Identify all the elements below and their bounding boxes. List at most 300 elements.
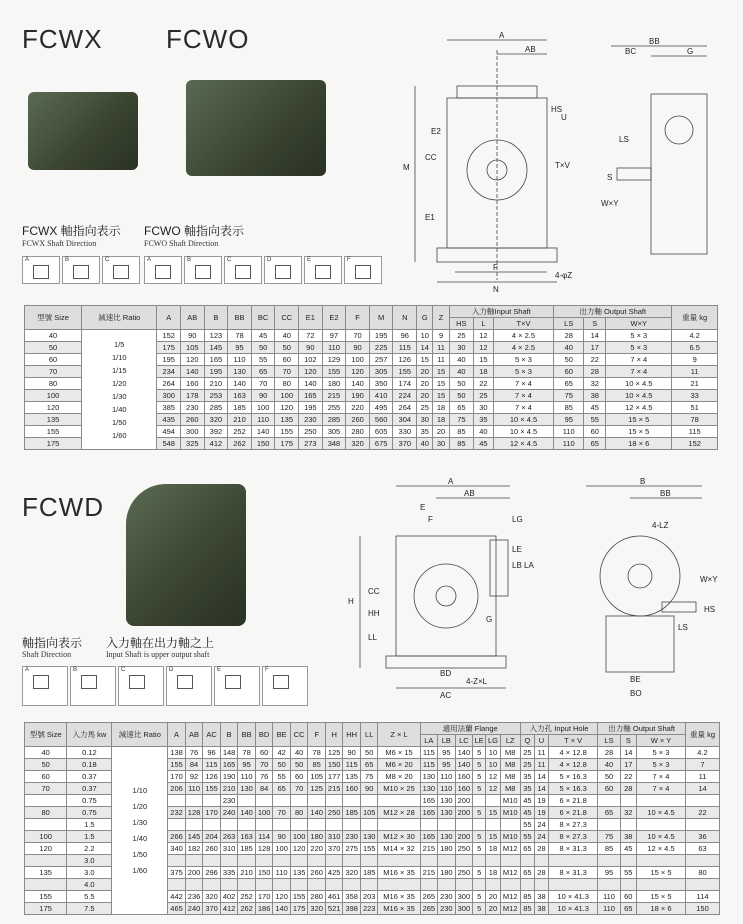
table-cell: 442 [168,891,186,903]
table-cell: 40 [449,366,473,378]
table-cell: 190 [346,390,370,402]
table-cell: 165 [204,354,228,366]
ratio-value: 1/15 [111,365,127,375]
table-cell: 263 [220,831,238,843]
table-cell: 4.2 [686,747,720,759]
table-cell: 55 [584,414,606,426]
table-cell: 20 [433,426,449,438]
table-cell: M12 [500,891,520,903]
table-cell: 80 [275,378,299,390]
table-cell: 152 [672,438,718,450]
ratio-value: 1/50 [132,849,148,859]
table-cell: 10 × 4.5 [606,378,672,390]
table-cell: 165 [220,759,238,771]
table-cell: 12 [474,330,494,342]
table-cell: 5 × 3 [493,354,553,366]
table-cell: 10 × 4.5 [636,831,685,843]
table-cell: 152 [157,330,181,342]
col-header: 減速比 Ratio [82,306,157,330]
table-cell: 5 × 3 [606,342,672,354]
table-cell: 45 [584,402,606,414]
drawing-label: AB [525,45,536,54]
direction-icon: B [70,666,116,706]
drawing-label: E1 [425,213,435,222]
table-cell: 100 [255,807,273,819]
table-cell: 100 [251,402,275,414]
ratio-value: 1/5 [114,339,125,349]
table-cell: 15 × 5 [636,891,685,903]
table-cell: 10 × 41.3 [549,891,598,903]
table-cell: 84 [185,759,203,771]
table-cell: 300 [455,903,473,915]
table-cell: 1.5 [67,819,112,831]
table-cell: 180 [308,831,326,843]
col-header: B [220,723,238,747]
col-header: 入力馬 kw [67,723,112,747]
table-cell: 260 [308,867,326,879]
table-cell: 20 [486,891,500,903]
table-cell [598,855,620,867]
table-cell: 170 [203,807,221,819]
table-cell [420,819,438,831]
table-cell: 32 [620,807,636,819]
table-cell: 140 [181,366,205,378]
table-cell: 50 [290,759,308,771]
table-cell: 170 [168,771,186,783]
table-cell [185,819,203,831]
table-cell: 45 [620,843,636,855]
col-header: BC [251,306,275,330]
table-cell: 65 [598,807,620,819]
table-cell: M6 × 15 [378,747,420,759]
table-cell: 155 [203,783,221,795]
table-cell: 50 [360,747,378,759]
table-cell: 195 [204,366,228,378]
table-cell [325,879,343,891]
direction-icon: C [102,256,140,284]
table-cell: 296 [203,867,221,879]
table-cell: 12 [474,342,494,354]
table-cell: 80 [25,378,82,390]
table-cell: 85 [598,843,620,855]
table-row [25,330,718,342]
col-header-weight: 重量 kg [672,306,718,330]
table-cell: 5 [473,783,486,795]
table-cell: 12 × 4.5 [636,843,685,855]
table-cell: 548 [157,438,181,450]
direction-icon: A [22,256,60,284]
drawing-label: W×Y [700,575,718,584]
table-cell: 425 [325,867,343,879]
table-cell: 14 [620,747,636,759]
table-cell: 350 [369,378,393,390]
model-title-fcwd: FCWD [22,492,104,522]
table-cell: 230 [220,795,238,807]
table-cell: 90 [343,747,361,759]
table-cell: 80 [290,807,308,819]
table-cell [238,819,256,831]
table-cell: 175 [25,438,82,450]
col-header: HH [343,723,361,747]
table-cell: 19 [534,795,548,807]
table-cell: 210 [238,867,256,879]
table-cell: 495 [369,402,393,414]
table-cell: 10 [417,330,433,342]
drawing-label: BD [440,669,452,678]
table-cell [238,855,256,867]
ratio-value: 1/40 [111,404,127,414]
table-cell: 232 [168,807,186,819]
table-cell: 115 [420,747,438,759]
table-cell: 163 [238,831,256,843]
table-cell [500,879,520,891]
table-cell: 340 [168,843,186,855]
table-cell: 252 [238,891,256,903]
group-header-input-hole: 入力孔 Input Hole [520,723,597,735]
col-header: AB [181,306,205,330]
table-cell [549,855,598,867]
group-header-output-shaft: 出力軸 Output Shaft [598,723,686,735]
table-cell: 90 [346,342,370,354]
table-cell [25,819,67,831]
table-cell [343,855,361,867]
table-cell [273,879,291,891]
table-cell: 4.2 [672,330,718,342]
table-cell: 225 [369,342,393,354]
fcwd-direction-icons [22,666,308,706]
table-cell: 185 [228,402,252,414]
table-cell: 100 [346,354,370,366]
direction-icon: A [22,666,68,706]
table-cell [620,819,636,831]
table-cell [273,819,291,831]
col-header: BB [238,723,256,747]
col-header: S [584,318,606,330]
col-header: H [325,723,343,747]
table-cell: 160 [181,378,205,390]
table-cell: 15 × 5 [606,426,672,438]
table-cell [168,795,186,807]
table-cell: 110 [598,891,620,903]
table-cell: 70 [25,366,82,378]
table-cell: 155 [360,843,378,855]
table-cell: 105 [308,771,326,783]
table-cell: 155 [168,759,186,771]
table-cell: 461 [325,891,343,903]
col-header: LB [438,735,456,747]
col-header: AB [185,723,203,747]
col-header: U [534,735,548,747]
table-cell: 30 [449,342,473,354]
ratio-value: 1/50 [111,417,127,427]
table-cell: 273 [299,438,323,450]
table-cell: 140 [228,378,252,390]
table-cell: 375 [168,867,186,879]
table-cell: 15 [433,378,449,390]
table-cell [455,855,473,867]
table-cell: 30 [474,402,494,414]
table-cell: 35 [417,426,433,438]
fcwx-direction-icons [22,256,140,284]
table-cell: 7 × 4 [606,366,672,378]
col-header: T×V [493,318,553,330]
table-cell: 7 × 4 [493,390,553,402]
table-cell [290,879,308,891]
table-cell [520,855,534,867]
fcwx-product-photo [28,92,138,170]
drawing-label: HS [551,105,563,114]
table-cell: 130 [420,771,438,783]
table-cell: 206 [168,783,186,795]
table-cell [238,879,256,891]
table-cell: 78 [308,747,326,759]
table-cell [308,795,326,807]
table-cell [620,795,636,807]
table-cell [168,879,186,891]
table-cell: 97 [322,330,346,342]
table-cell: 90 [181,330,205,342]
table-cell: 11 [672,366,718,378]
table-cell [438,855,456,867]
table-cell: 90 [299,342,323,354]
table-cell: 92 [185,771,203,783]
table-cell: M8 [500,771,520,783]
table-cell: 140 [238,807,256,819]
fcwx-spec-table [24,305,718,450]
direction-icon: D [166,666,212,706]
table-cell [438,879,456,891]
fcwo-direction-icons [144,256,382,284]
fcwd-product-photo [126,484,246,626]
drawing-label: F [428,515,433,524]
table-cell: 140 [273,903,291,915]
table-cell: 60 [255,747,273,759]
table-cell [378,879,420,891]
table-cell: 110 [251,414,275,426]
table-cell [378,795,420,807]
table-cell: 60 [25,354,82,366]
table-cell: 310 [220,843,238,855]
table-cell: 55 [520,819,534,831]
ratio-value: 1/40 [132,833,148,843]
table-cell: 12 × 4.5 [606,402,672,414]
table-cell [255,879,273,891]
table-cell: 145 [204,342,228,354]
table-cell: 28 [584,366,606,378]
table-cell: 11 [534,747,548,759]
table-cell: 320 [343,867,361,879]
table-cell: 5 × 3 [493,366,553,378]
ratio-cell [82,330,157,450]
table-cell: 35 [474,414,494,426]
table-cell: 38 [584,390,606,402]
table-cell [486,879,500,891]
table-cell: 55 [273,771,291,783]
table-cell: 5 × 16.3 [549,771,598,783]
table-cell: 95 [228,342,252,354]
table-cell: 7 × 4 [636,771,685,783]
table-cell: 114 [255,831,273,843]
col-header: E2 [322,306,346,330]
table-cell: 85 [449,426,473,438]
col-header: LA [420,735,438,747]
group-header-input-shaft: 入力軸Input Shaft [449,306,553,318]
table-cell: 110 [273,867,291,879]
direction-icon: B [62,256,100,284]
table-cell: 130 [238,783,256,795]
table-cell: 115 [203,759,221,771]
table-cell [549,879,598,891]
table-cell: 40 [474,426,494,438]
table-cell: 5 [473,903,486,915]
table-cell: 40 [554,342,584,354]
table-cell [185,855,203,867]
table-cell: 170 [255,891,273,903]
table-cell: 320 [204,414,228,426]
table-cell: 250 [455,843,473,855]
table-cell [473,819,486,831]
table-cell: 264 [157,378,181,390]
col-header: S [620,735,636,747]
table-cell: 140 [455,759,473,771]
table-cell: 9 [672,354,718,366]
table-cell: 76 [255,771,273,783]
drawing-label: BE [630,675,641,684]
table-cell: 230 [438,891,456,903]
table-cell: 155 [275,426,299,438]
table-cell: 18 [486,843,500,855]
col-header: BB [228,306,252,330]
table-cell: 215 [322,390,346,402]
table-cell [308,855,326,867]
table-cell [343,819,361,831]
table-cell: 63 [686,843,720,855]
table-cell: 120 [25,843,67,855]
table-cell: 10 [486,747,500,759]
table-cell: M16 × 35 [378,903,420,915]
table-cell: 14 [417,342,433,354]
table-cell: 18 [474,366,494,378]
table-cell: 25 [520,759,534,771]
table-cell [168,855,186,867]
table-cell: 182 [185,843,203,855]
table-cell [343,879,361,891]
table-cell: 385 [157,402,181,414]
table-cell: 7 × 4 [636,783,685,795]
table-cell: 114 [686,891,720,903]
table-cell: 195 [299,402,323,414]
table-cell: 100 [25,831,67,843]
group-header-output-shaft: 出力軸 Output Shaft [554,306,672,318]
col-header: A [157,306,181,330]
table-cell: 1.5 [67,831,112,843]
table-cell: 110 [554,438,584,450]
table-cell: 150 [325,759,343,771]
table-cell: 55 [520,831,534,843]
table-cell: 150 [686,903,720,915]
table-cell: 130 [438,795,456,807]
table-cell: 180 [438,843,456,855]
table-cell: 280 [346,426,370,438]
drawing-label: G [486,615,493,624]
table-cell [486,795,500,807]
table-cell: 3.0 [67,867,112,879]
table-cell: 50 [251,342,275,354]
table-cell: 95 [238,759,256,771]
col-header: M [369,306,393,330]
direction-icon: C [118,666,164,706]
table-cell: M12 [500,903,520,915]
ratio-value: 1/10 [132,785,148,795]
drawing-label: LE [512,545,522,554]
table-cell: 204 [203,831,221,843]
table-cell: 140 [308,807,326,819]
col-header: F [308,723,326,747]
table-cell: 236 [185,891,203,903]
direction-icon: D [264,256,302,284]
table-cell: 215 [420,867,438,879]
table-cell: 45 [520,795,534,807]
table-cell [620,879,636,891]
table-cell [220,879,238,891]
table-cell: 185 [343,807,361,819]
table-cell [598,879,620,891]
table-cell: M10 [500,807,520,819]
table-cell: 125 [325,747,343,759]
table-cell: 120 [299,366,323,378]
table-cell [378,855,420,867]
table-cell: 130 [228,366,252,378]
table-cell: 5 [473,807,486,819]
table-cell: 220 [308,843,326,855]
table-cell: 178 [181,390,205,402]
drawing-label: HS [704,605,716,614]
table-cell: 4 × 12.8 [549,747,598,759]
table-cell: 100 [273,843,291,855]
col-header: BD [255,723,273,747]
table-cell [686,879,720,891]
table-cell: 24 [534,831,548,843]
model-title-fcwo: FCWO [166,24,250,54]
table-cell: 224 [393,390,417,402]
table-cell: 40 [275,330,299,342]
table-cell: 90 [273,831,291,843]
table-cell: 200 [455,795,473,807]
table-cell: M8 × 20 [378,771,420,783]
table-cell: 255 [322,402,346,414]
table-cell: 60 [554,366,584,378]
table-cell: 24 [534,819,548,831]
table-cell: 398 [343,903,361,915]
table-cell: 110 [554,426,584,438]
table-cell: 130 [360,831,378,843]
table-cell: 0.12 [67,747,112,759]
table-cell: 234 [157,366,181,378]
ratio-value: 1/30 [132,817,148,827]
fcwx-technical-drawing [395,30,725,292]
table-cell: 25 [474,390,494,402]
table-cell: 80 [25,807,67,819]
direction-icon: F [262,666,308,706]
table-cell [620,855,636,867]
table-cell: 65 [251,366,275,378]
table-cell: 135 [290,867,308,879]
table-cell: 7 [686,759,720,771]
table-cell: 305 [369,366,393,378]
table-cell: 494 [157,426,181,438]
table-cell: 115 [420,759,438,771]
table-cell: M16 × 35 [378,891,420,903]
